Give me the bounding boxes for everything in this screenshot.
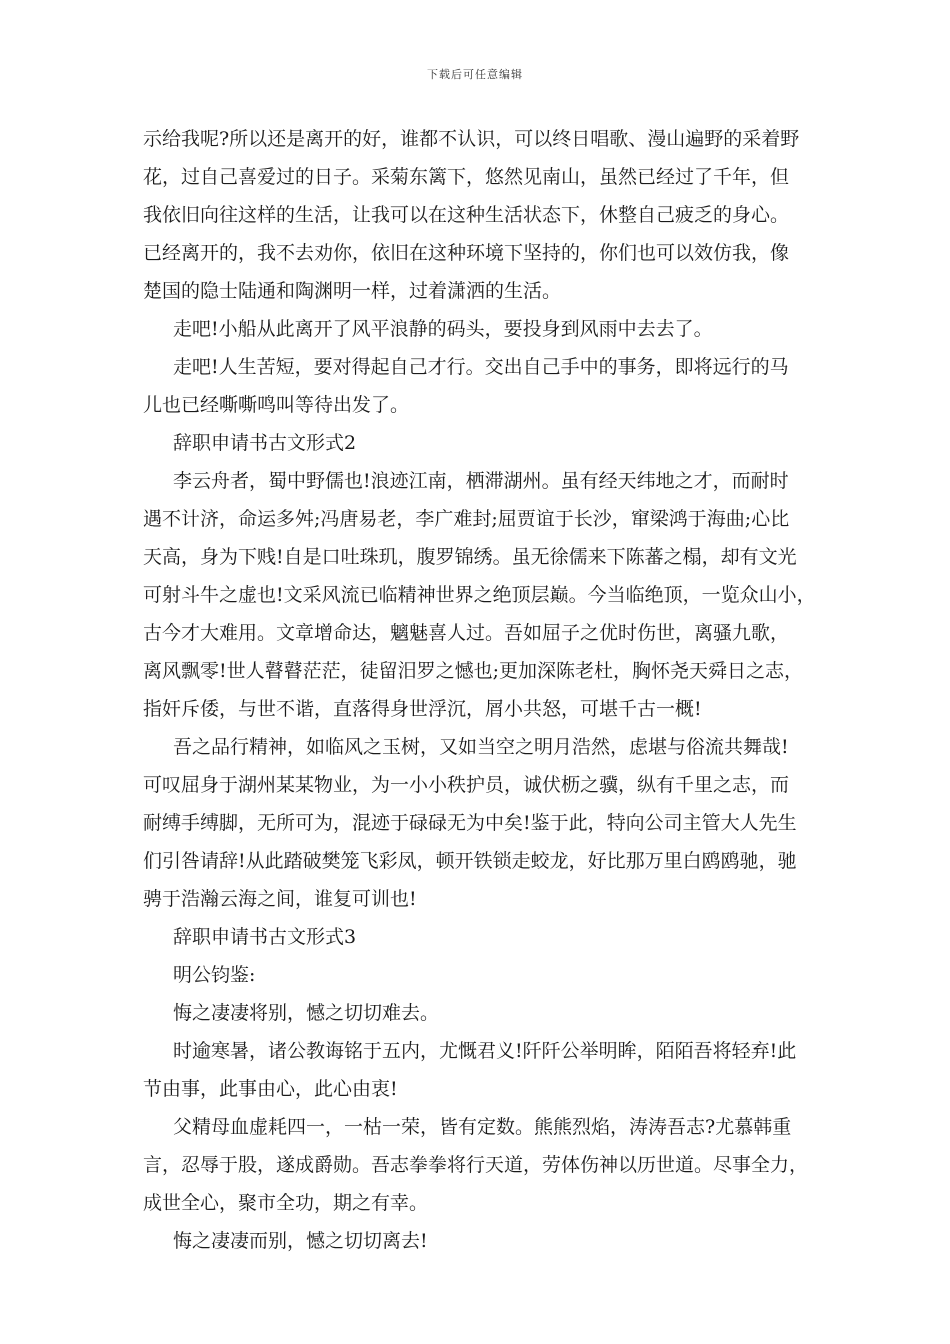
text-line: 离风飘零!世人瞽瞽茫茫，徒留汨罗之憾也;更加深陈老杜，胸怀尧天舜日之志， xyxy=(143,660,804,682)
text-line: 古今才大难用。文章增命达，魑魅喜人过。吾如屈子之优时伤世，离骚九歌， xyxy=(143,622,790,644)
text-line: 时逾寒暑，诸公教诲铭于五内，尤慨君义!阡阡公举明眸，陌陌吾将轻弃!此 xyxy=(173,1040,797,1062)
text-line: 天高，身为下贱!自是口吐珠玑，腹罗锦绣。虽无徐儒来下陈蕃之榻，却有文光 xyxy=(143,546,797,568)
text-line: 耐缚手缚脚，无所可为，混迹于碌碌无为中矣!鉴于此，特向公司主管大人先生 xyxy=(143,812,797,834)
text-line: 已经离开的，我不去劝你，依旧在这种环境下坚持的，你们也可以效仿我，像 xyxy=(143,242,790,264)
text-line: 吾之品行精神，如临风之玉树，又如当空之明月浩然，虑堪与俗流共舞哉! xyxy=(173,736,789,758)
text-line: 明公钧鉴: xyxy=(173,964,256,986)
text-line: 悔之凄凄而别，憾之切切离去! xyxy=(173,1230,428,1252)
text-line: 节由事，此事由心，此心由衷! xyxy=(143,1078,398,1100)
text-line: 我依旧向往这样的生活，让我可以在这种生活状态下，休整自己疲乏的身心。 xyxy=(143,204,790,226)
text-line: 可射斗牛之虚也!文采风流已临精神世界之绝顶层巅。今当临绝顶，一览众山小， xyxy=(143,584,816,606)
text-line: 楚国的隐士陆通和陶渊明一样，过着潇洒的生活。 xyxy=(143,280,562,302)
text-line: 走吧!小船从此离开了风平浪静的码头，要投身到风雨中去去了。 xyxy=(173,318,713,340)
text-line: 悔之凄凄将别，憾之切切难去。 xyxy=(173,1002,440,1024)
text-line: 言，忍辱于股，遂成爵勋。吾志拳拳将行天道，劳体伤神以历世道。尽事全力， xyxy=(143,1154,809,1176)
text-line: 走吧!人生苦短，要对得起自己才行。交出自己手中的事务，即将远行的马 xyxy=(173,356,789,378)
text-line: 辞职申请书古文形式3 xyxy=(173,926,357,948)
text-line: 示给我呢?所以还是离开的好，谁都不认识，可以终日唱歌、漫山遍野的采着野 xyxy=(143,128,800,150)
text-line: 可叹屈身于湖州某某物业，为一小小秩护员，诚伏枥之骥，纵有千里之志，而 xyxy=(143,774,790,796)
document-body xyxy=(143,120,823,1260)
text-line: 辞职申请书古文形式2 xyxy=(173,432,357,454)
page-header: 下载后可任意编辑 xyxy=(427,68,523,81)
text-line: 李云舟者，蜀中野儒也!浪迹江南，栖滞湖州。虽有经天纬地之才，而耐时 xyxy=(173,470,789,492)
text-line: 骋于浩瀚云海之间，谁复可训也! xyxy=(143,888,417,910)
text-line: 儿也已经嘶嘶鸣叫等待出发了。 xyxy=(143,394,410,416)
text-line: 指奸斥倭，与世不谐，直落得身世浮沉，屑小共怒，可堪千古一概! xyxy=(143,698,702,720)
text-line: 遇不计济，命运多舛;冯唐易老，李广难封;屈贾谊于长沙，窜梁鸿于海曲;心比 xyxy=(143,508,790,530)
text-line: 们引咎请辞!从此踏破樊笼飞彩凤，顿开铁锁走蛟龙，好比那万里白鸥鸥驰，驰 xyxy=(143,850,797,872)
text-line: 父精母血虚耗四一，一枯一荣，皆有定数。熊熊烈焰，涛涛吾志?尤慕韩重 xyxy=(173,1116,792,1138)
text-line: 成世全心，聚市全功，期之有幸。 xyxy=(143,1192,429,1214)
text-line: 花，过自己喜爱过的日子。采菊东篱下，悠然见南山，虽然已经过了千年，但 xyxy=(143,166,790,188)
